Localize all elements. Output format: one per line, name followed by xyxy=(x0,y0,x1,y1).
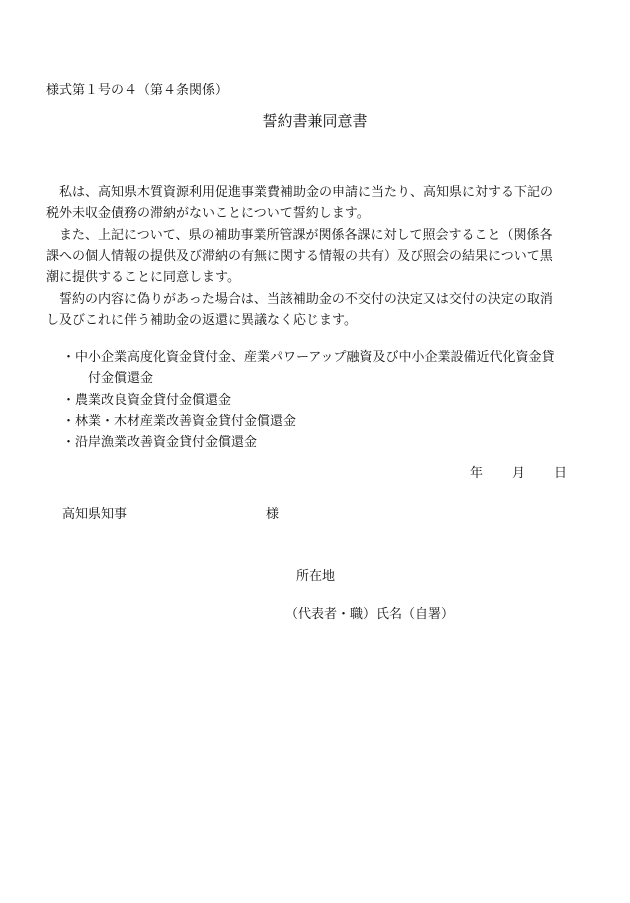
date-day: 日 xyxy=(554,466,568,481)
addressee: 高知県知事 xyxy=(62,507,128,522)
address-label: 所在地 xyxy=(296,569,336,584)
debt-item-continuation: 付金償還金 xyxy=(88,371,154,386)
debt-item: ・林業・木材産業改善資金貸付金償還金 xyxy=(62,414,297,429)
date-line xyxy=(470,462,567,481)
body-line: 課への個人情報の提供及び滞納の有無に関する情報の共有）及び照会の結果について黒 xyxy=(46,249,553,264)
body-line: また、上記について、県の補助事業所管課が関係各課に対して照会すること（関係各 xyxy=(46,228,553,243)
body-line: 税外未収金債務の滞納がないことについて誓約します。 xyxy=(46,206,370,221)
date-year: 年 xyxy=(470,466,484,481)
date-month: 月 xyxy=(512,466,526,481)
body-line: 誓約の内容に偽りがあった場合は、当該補助金の不交付の決定又は交付の決定の取消 xyxy=(46,292,553,307)
form-number: 様式第１号の４（第４条関係） xyxy=(46,83,229,98)
debt-item: ・沿岸漁業改善資金貸付金償還金 xyxy=(62,435,258,450)
body-line: 潮に提供することに同意します。 xyxy=(46,270,240,285)
honorific: 様 xyxy=(266,507,280,522)
debt-item: ・農業改良資金貸付金償還金 xyxy=(62,393,232,408)
debt-item: ・中小企業高度化資金貸付金、産業パワーアップ融資及び中小企業設備近代化資金貸 xyxy=(62,350,555,365)
signature-label: （代表者・職）氏名（自署） xyxy=(285,607,455,622)
body-line: し及びこれに伴う補助金の返還に異議なく応じます。 xyxy=(46,313,357,328)
body-line: 私は、高知県木質資源利用促進事業費補助金の申請に当たり、高知県に対する下記の xyxy=(46,185,554,200)
document-title: 誓約書兼同意書 xyxy=(262,112,368,130)
